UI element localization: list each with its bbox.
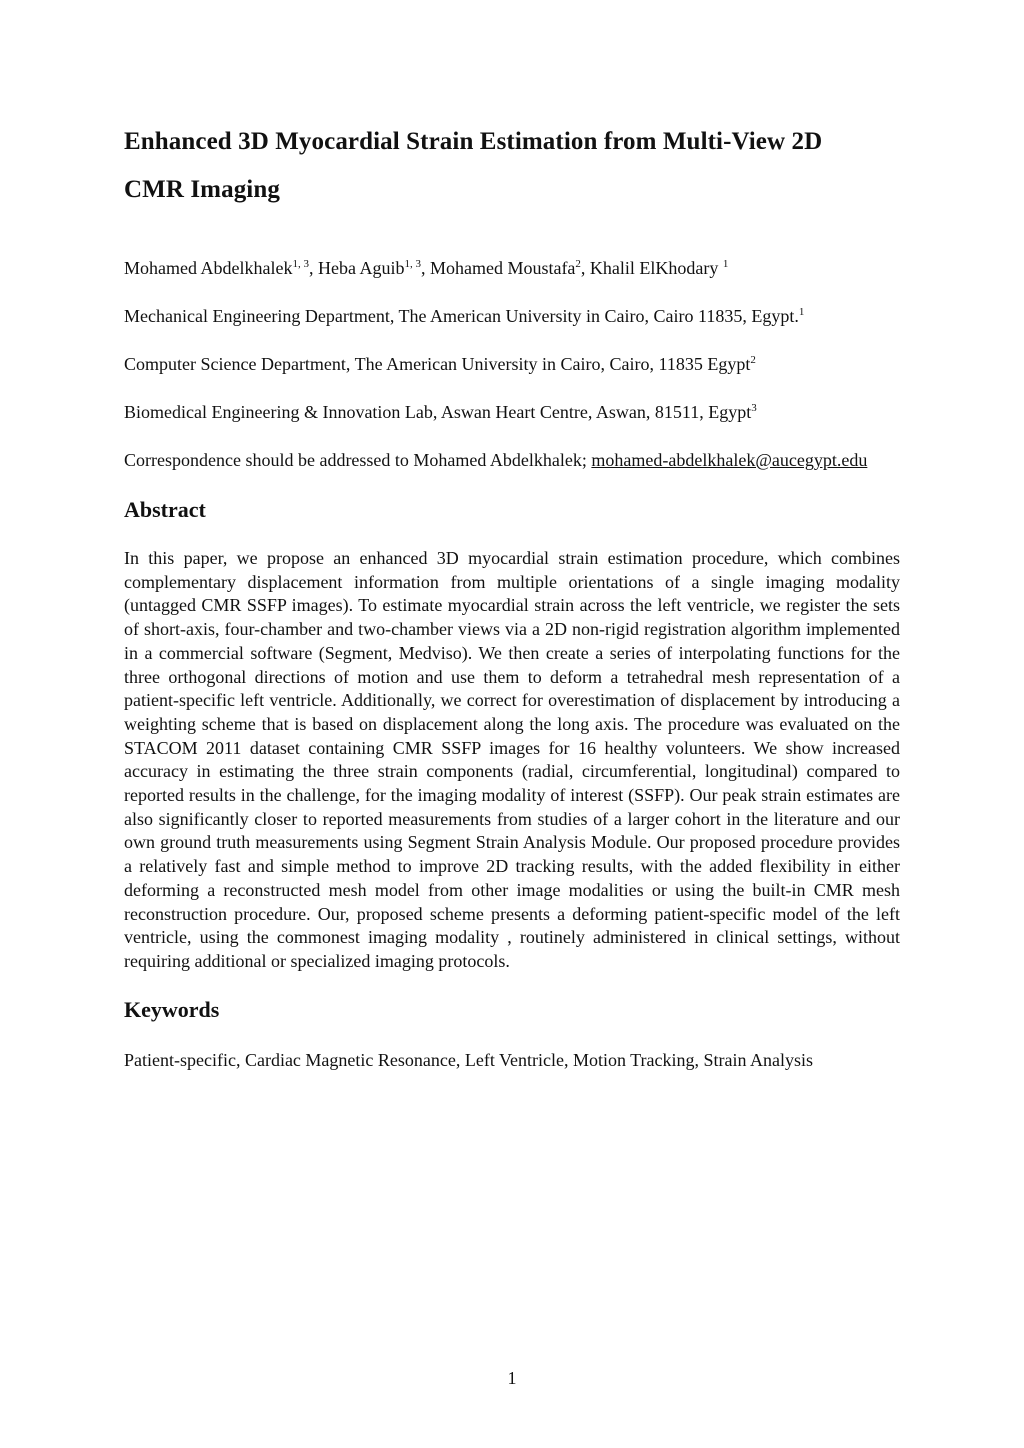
affiliation-mark: 2: [750, 354, 756, 366]
title-line-2: CMR Imaging: [124, 176, 280, 203]
author-name: Mohamed Moustafa: [429, 258, 576, 278]
affiliation-mark: 3: [751, 402, 757, 414]
affiliation-2: [124, 352, 900, 376]
title-line-1: Enhanced 3D Myocardial Strain Estimation from Multi-View 2D: [124, 128, 823, 155]
abstract-heading: Abstract: [124, 497, 206, 522]
author-name: Khalil ElKhodary: [589, 258, 723, 278]
author-affiliation-mark: 1, 3: [404, 258, 421, 270]
correspondence: [124, 448, 900, 472]
author-list: [124, 256, 900, 280]
affiliation-text: Biomedical Engineering & Innovation Lab, Aswan Heart Centre, Aswan, 81511, Egypt: [124, 402, 752, 422]
correspondence-text: Correspondence should be addressed to Mohamed Abdelkhalek;: [124, 450, 592, 470]
affiliation-3: [124, 400, 900, 424]
author-name: Mohamed Abdelkhalek: [124, 258, 293, 278]
abstract-body: In this paper, we propose an enhanced 3D myocardial strain estimation procedure, which combines complementary displacement information from multiple orientations of a single imaging modality (untagged CMR SSFP images). To estimate myocardial strain across the left ventricle, we register the sets of short-axis, four-chamber and two-chamber views via a 2D non-rigid registration algorithm implemented in a commercial software (Segment, Medviso). We then create a series of interpolating functions for the three orthogonal directions of motion and use them to deform a tetrahedral mesh representation of a patient-specific left ventricle. Additionally, we correct for overestimation of displacement by introducing a weighting scheme that is based on displacement along the long axis. The procedure was evaluated on the STACOM 2011 dataset containing CMR SSFP images for 16 healthy volunteers. We show increased accuracy in estimating the three strain components (radial, circumferential, longitudinal) compared to reported results in the challenge, for the imaging modality of interest (SSFP). Our peak strain estimates are also significantly closer to reported measurements from studies of a larger cohort in the literature and our own ground truth measurements using Segment Strain Analysis Module. Our proposed procedure provides a relatively fast and simple method to improve 2D tracking results, with the added flexibility in either deforming a reconstructed mesh model from other image modalities or using the built-in CMR mesh reconstruction procedure. Our, proposed scheme presents a deforming patient-specific model of the left ventricle, using the commonest imaging modality , routinely administered in clinical settings, without requiring additional or specialized imaging protocols.: [124, 548, 900, 971]
correspondence-email-link[interactable]: mohamed-abdelkhalek@aucegypt.edu: [591, 450, 868, 470]
keywords-heading: Keywords: [124, 996, 220, 1022]
author-separator: ,: [580, 258, 590, 278]
keywords-list: Patient-specific, Cardiac Magnetic Resonance, Left Ventricle, Motion Tracking, Strain Analysis: [124, 1049, 814, 1070]
author-separator: ,: [308, 258, 318, 278]
author-affiliation-mark: 1, 3: [292, 258, 309, 270]
page-number: 1: [507, 1368, 517, 1388]
affiliation-1: [124, 304, 900, 328]
affiliation-text: Mechanical Engineering Department, The American University in Cairo, Cairo 11835, Egypt.: [124, 306, 799, 326]
paper-title: [124, 118, 900, 214]
author-affiliation-mark: 1: [722, 258, 729, 270]
affiliation-mark: 1: [798, 306, 805, 318]
paper-page: [124, 118, 900, 1072]
affiliation-text: Computer Science Department, The American University in Cairo, Cairo, 11835 Egypt: [124, 354, 751, 374]
author-separator: ,: [420, 258, 430, 278]
author-affiliation-mark: 2: [575, 258, 581, 270]
author-name: Heba Aguib: [317, 258, 405, 278]
